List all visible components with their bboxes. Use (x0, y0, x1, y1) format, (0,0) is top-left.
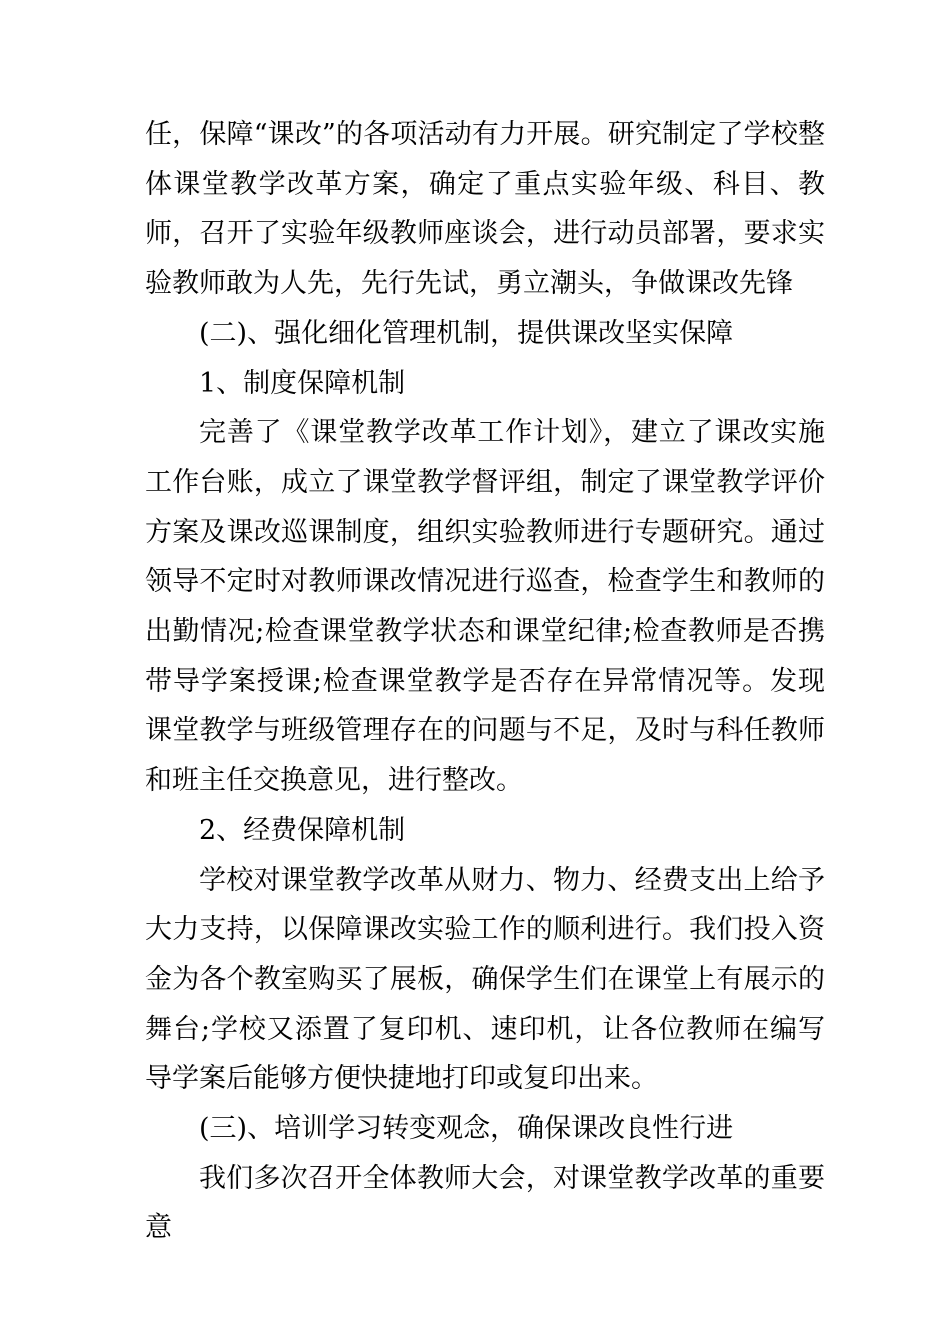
subsection-heading-1: 1、制度保障机制 (199, 367, 406, 399)
document-body (145, 110, 825, 1253)
paragraph-system-guarantee: 完善了《课堂教学改革工作计划》，建立了课改实施工作台账，成立了课堂教学督评组，制定了课堂教学评价方案及课改巡课制度，组织实验教师进行专题研究。通过领导不定时对教师课改情况进行巡查，检查学生和教师的出勤情况;检查课堂教学状态和课堂纪律;检查教师是否携带导学案授课;检查课堂教学是否存在异常情况等。发现课堂教学与班级管理存在的问题与不足，及时与科任教师和班主任交换意见，进行整改。 (145, 417, 825, 797)
paragraph-continuation: 任，保障“课改”的各项活动有力开展。研究制定了学校整体课堂教学改革方案，确定了重点实验年级、科目、教师，召开了实验年级教师座谈会，进行动员部署，要求实验教师敢为人先，先行先试，勇立潮头，争做课改先锋 (145, 119, 825, 300)
paragraph-funding-guarantee: 学校对课堂教学改革从财力、物力、经费支出上给予大力支持，以保障课改实验工作的顺利进行。我们投入资金为各个教室购买了展板，确保学生们在课堂上有展示的舞台;学校又添置了复印机、速印机，让各位教师在编写导学案后能够方便快捷地打印或复印出来。 (145, 864, 825, 1095)
section-heading-2: (二)、强化细化管理机制，提供课改坚实保障 (199, 317, 734, 349)
subsection-heading-2: 2、经费保障机制 (199, 814, 406, 846)
section-heading-3: (三)、培训学习转变观念，确保课改良性行进 (199, 1113, 734, 1145)
paragraph-training: 我们多次召开全体教师大会，对课堂教学改革的重要意 (145, 1162, 825, 1244)
